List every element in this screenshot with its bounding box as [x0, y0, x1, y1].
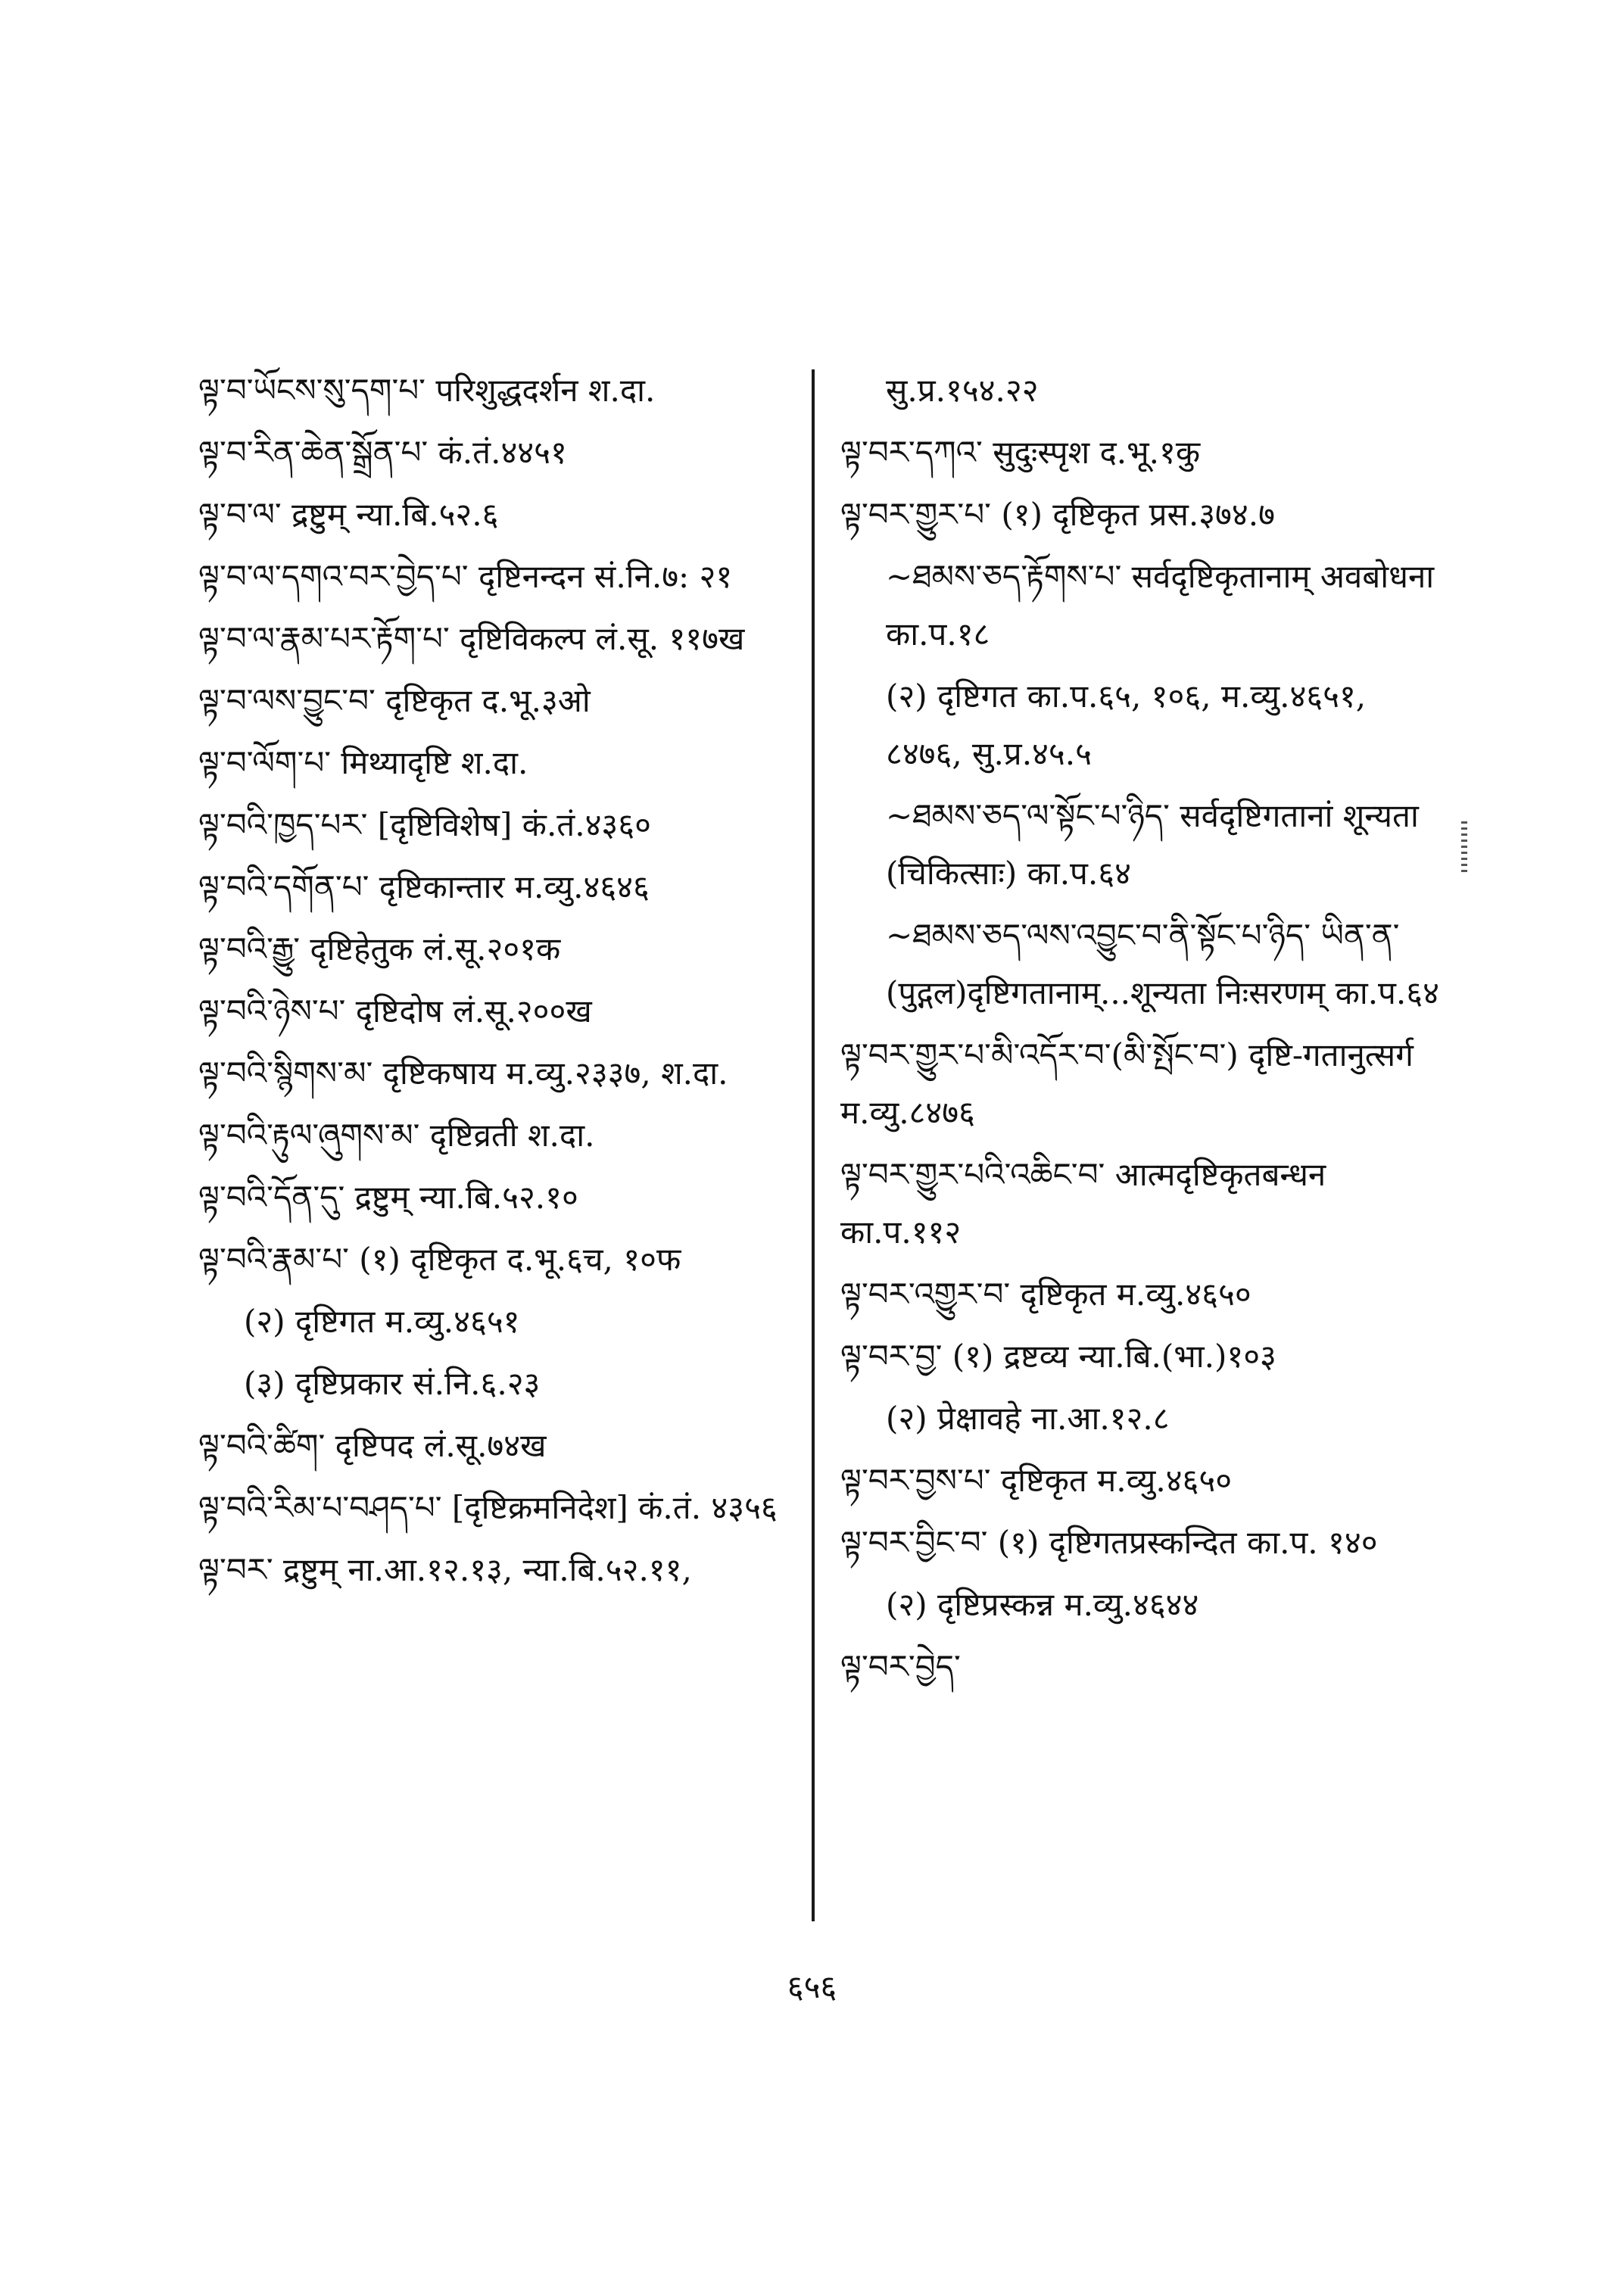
dictionary-entry: ལྟ་བར་གྱུར་པའི་འཆིང་བ་ आत्मदृष्टिकृतबन्धन का.प.११२	[840, 1156, 1326, 1251]
dictionary-entry: ལྟ་བའི་ཉེས་པ་ दृष्टिदोष लं.सू.२००ख	[198, 992, 592, 1030]
dictionary-entry: (२) दृष्टिगत का.प.६५, १०६, म.व्यु.४६५१, ८४७६, सु.प्र.४५.५	[886, 678, 1367, 772]
dictionary-entry: ལྟ་བར་བྱ་ (१) द्रष्टव्य न्या.बि.(भा.)१०३	[840, 1338, 1276, 1375]
dictionary-entry: (२) प्रेक्षावहे ना.आ.१२.८	[886, 1400, 1170, 1437]
dictionary-entry: (२) दृष्टिप्रस्कन्न म.व्यु.४६४४	[886, 1586, 1199, 1623]
dictionary-entry: ལྟ་བར་གྱུར་པ་མི་འདོར་བ་(མི་སྤོང་བ་) दृष्टि-गतानुत्सर्ग म.व्यु.८४७६	[840, 1036, 1414, 1131]
dictionary-entry: ལྟ་བའི་དོན་དུ་ द्रष्टुम् न्या.बि.५२.१०	[198, 1179, 578, 1216]
dictionary-entry: ལྟ་བར་བྱེད་	[840, 1648, 961, 1685]
dictionary-entry: सु.प्र.१५४.२२	[886, 372, 1039, 409]
dictionary-entry: ལྟ་བར་བྱས་པ་ दृष्टिकृत म.व्यु.४६५०	[840, 1462, 1233, 1499]
dictionary-entry: ལྟ་བའི་སྙིགས་མ་ दृष्टिकषाय म.व्यु.२३३७, श.दा.	[198, 1055, 728, 1092]
dictionary-entry: ལྟ་བར་གྱུར་པ་ (१) दृष्टिकृत प्रस.३७४.७	[840, 496, 1275, 533]
dictionary-entry: ལྟ་བའི་རིམ་པ་བཤད་པ་ [दृष्टिक्रमनिदेश] कं.तं. ४३५६	[198, 1489, 778, 1526]
dictionary-entry: ལྟ་བ་ལ་རྣམ་པར་རྟོག་པ་ दृष्टिविकल्प लं.सू. ११७ख	[198, 620, 745, 657]
dictionary-entry: ལྟ་བར་དཀའ་ सुदुःस्पृश द.भू.१कु	[840, 434, 1201, 471]
margin-mark	[1461, 821, 1467, 874]
dictionary-entry: ~ཐམས་ཅད་རྟོགས་པ་ सर्वदृष्टिकृतानाम् अवबोधना का.प.१८	[886, 558, 1435, 653]
dictionary-entry: ལྟ་བ་ལོག་པ་ मिथ्यादृष्टि श.दा.	[198, 744, 528, 781]
right-column	[840, 362, 1446, 1700]
dictionary-entry: ལྟ་བ་ལ་དགའ་བར་བྱེད་པ་ दृष्टिनन्दन सं.नि.७: २१	[198, 558, 733, 595]
dictionary-entry: (२) दृष्टिगत म.व्यु.४६५१	[244, 1303, 520, 1340]
dictionary-entry: ལྟ་བ་ཡོངས་སུ་དག་པ་ परिशुद्धदर्शन श.दा.	[198, 372, 656, 409]
dictionary-entry: (३) दृष्टिप्रकार सं.नि.६.२३	[244, 1365, 541, 1402]
dictionary-entry: ~ཐམས་ཅད་ལས་འབྱུང་བ་ནི་སྟོང་པ་ཉིད་ ཡིན་ན་ (पुद्गल)दृष्टिगतानाम्...शून्यता निःसरणम् का.प.६४	[886, 917, 1439, 1011]
dictionary-entry: ལྟ་བའི་ཁྱད་པར་ [दृष्टिविशेष] कं.तं.४३६०	[198, 806, 651, 843]
dictionary-entry: ལྟ་བ་ལ་ द्रष्टुम् न्या.बि.५२.६	[198, 496, 499, 533]
dictionary-entry: ལྟ་བའི་ཚིག་ दृष्टिपद लं.सू.७४ख	[198, 1427, 547, 1464]
dictionary-entry: ལྟ་བ་རིན་ཆེན་སྒྲོན་པ་ कं.तं.४४५१	[198, 434, 567, 471]
dictionary-entry: ལྟ་བར་ द्रष्टुम् ना.आ.१२.१३, न्या.बि.५२.११,	[198, 1551, 692, 1588]
dictionary-entry: ལྟ་བ་ལས་བྱུང་བ་ दृष्टिकृत द.भू.३ओ	[198, 682, 591, 719]
dictionary-entry: ལྟ་བའི་རྟུལ་ཞུགས་མ་ दृष्टिव्रती श.दा.	[198, 1117, 595, 1154]
page-number: ६५६	[787, 1968, 837, 2005]
dictionary-entry: ལྟ་བའི་དགོན་པ་ दृष्टिकान्तार म.व्यु.४६४६	[198, 868, 650, 905]
dictionary-entry: ལྟ་བའི་རྒྱུ་ दृष्टिहेतुक लं.सू.२०१क	[198, 930, 561, 967]
left-column	[198, 362, 796, 1603]
dictionary-entry: ལྟ་བའི་རྣམ་པ་ (१) दृष्टिकृत द.भू.६च, १०फ	[198, 1241, 681, 1278]
dictionary-entry: ~ཐམས་ཅད་ལ་སྟོང་པ་ཉིད་ सर्वदृष्टिगतानां शून्यता (चिकित्साः) का.प.६४	[886, 797, 1419, 892]
column-divider	[812, 369, 815, 1921]
dictionary-entry: ལྟ་བར་འགྱུར་བ་ दृष्टिकृत म.व्यु.४६५०	[840, 1276, 1252, 1313]
dictionary-entry: ལྟ་བར་བྱིང་བ་ (१) दृष्टिगतप्रस्कन्दित का.प. १४०	[840, 1524, 1378, 1561]
